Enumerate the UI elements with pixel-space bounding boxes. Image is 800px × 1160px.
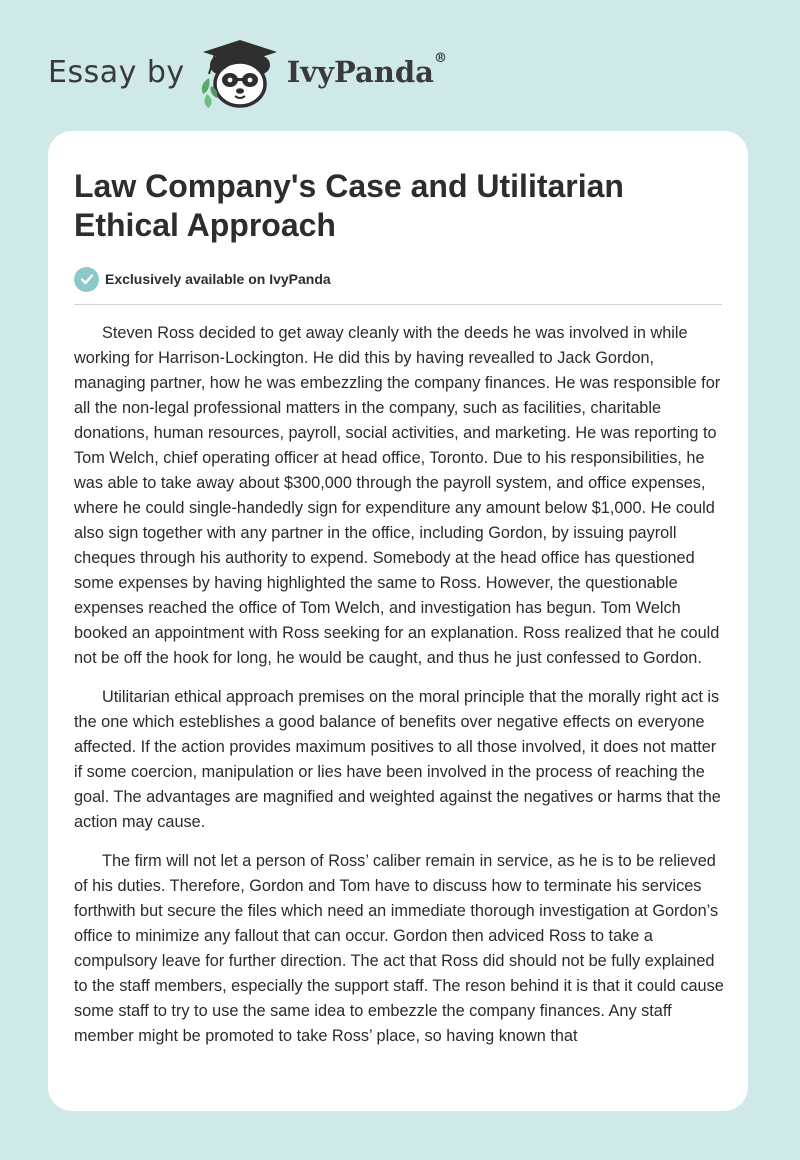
essay-body xyxy=(74,321,726,1049)
registered-mark: ® xyxy=(433,51,447,66)
paragraph-3: The firm will not let a person of Ross’ caliber remain in service, as he is to be relieved of his duties. Therefore, Gordon and Tom have to discuss how to terminate his services forthwith but secure the files which need an immediate thorough investigation at Gordon’s office to minimize any fallout that can occur. Gordon then adviced Ross to take a compulsory leave for further direction. The act that Ross did should not be fully explained to the staff members, especially the support staff. The reson behind it is that it could cause some staff to try to use the same idea to embezzle the company finances. Any staff member might be promoted to take Ross’ place, so having known that xyxy=(74,852,724,1045)
essay-title: Law Company's Case and Utilitarian Ethical Approach xyxy=(74,168,624,243)
site-header xyxy=(48,34,447,110)
exclusive-badge-text: Exclusively available on IvyPanda xyxy=(105,271,331,287)
paragraph-2: Utilitarian ethical approach premises on the moral principle that the morally right act is the one which esteblishes a good balance of benefits over negative effects on everyone affected. If the action provides maximum positives to all those involved, it does not matter if some coercion, manipulation or lies have been involved in the process of reaching the goal. The advantages are magnified and weighted against the negatives or harms that the action may cause. xyxy=(74,688,721,831)
title-divider xyxy=(74,304,722,305)
brand-name[interactable] xyxy=(286,51,447,89)
essay-by-label: Essay by xyxy=(48,54,185,90)
paragraph-1: Steven Ross decided to get away cleanly with the deeds he was involved in while working for Harrison-Lockington. He did this by having revealled to Jack Gordon, managing partner, how he was embezzling the company finances. He was responsible for all the non-legal professional matters in the company, such as facilities, charitable donations, human resources, payroll, social activities, and marketing. He was reporting to Tom Welch, chief operating officer at head office, Toronto. Due to his responsibilities, he was able to take away about $300,000 through the payroll system, and office expenses, where he could single-handedly sign for expenditure any amount below $1,000. He could also sign together with any partner in the office, including Gordon, by issuing payroll cheques through his authority to expend. Somebody at the head office has questioned some expenses by having highlighted the same to Ross. However, the questionable expenses reached the office of Tom Welch, and investigation has begun. Tom Welch booked an appointment with Ross seeking for an explanation. Ross realized that he could not be off the hook for long, he would be caught, and thus he just confessed to Gordon. xyxy=(74,324,721,667)
essay-card xyxy=(48,131,748,1111)
check-circle-icon xyxy=(74,267,99,292)
brand-name-text: IvyPanda xyxy=(286,55,434,89)
ivypanda-logo-icon[interactable] xyxy=(195,34,285,110)
exclusive-badge xyxy=(74,266,722,292)
